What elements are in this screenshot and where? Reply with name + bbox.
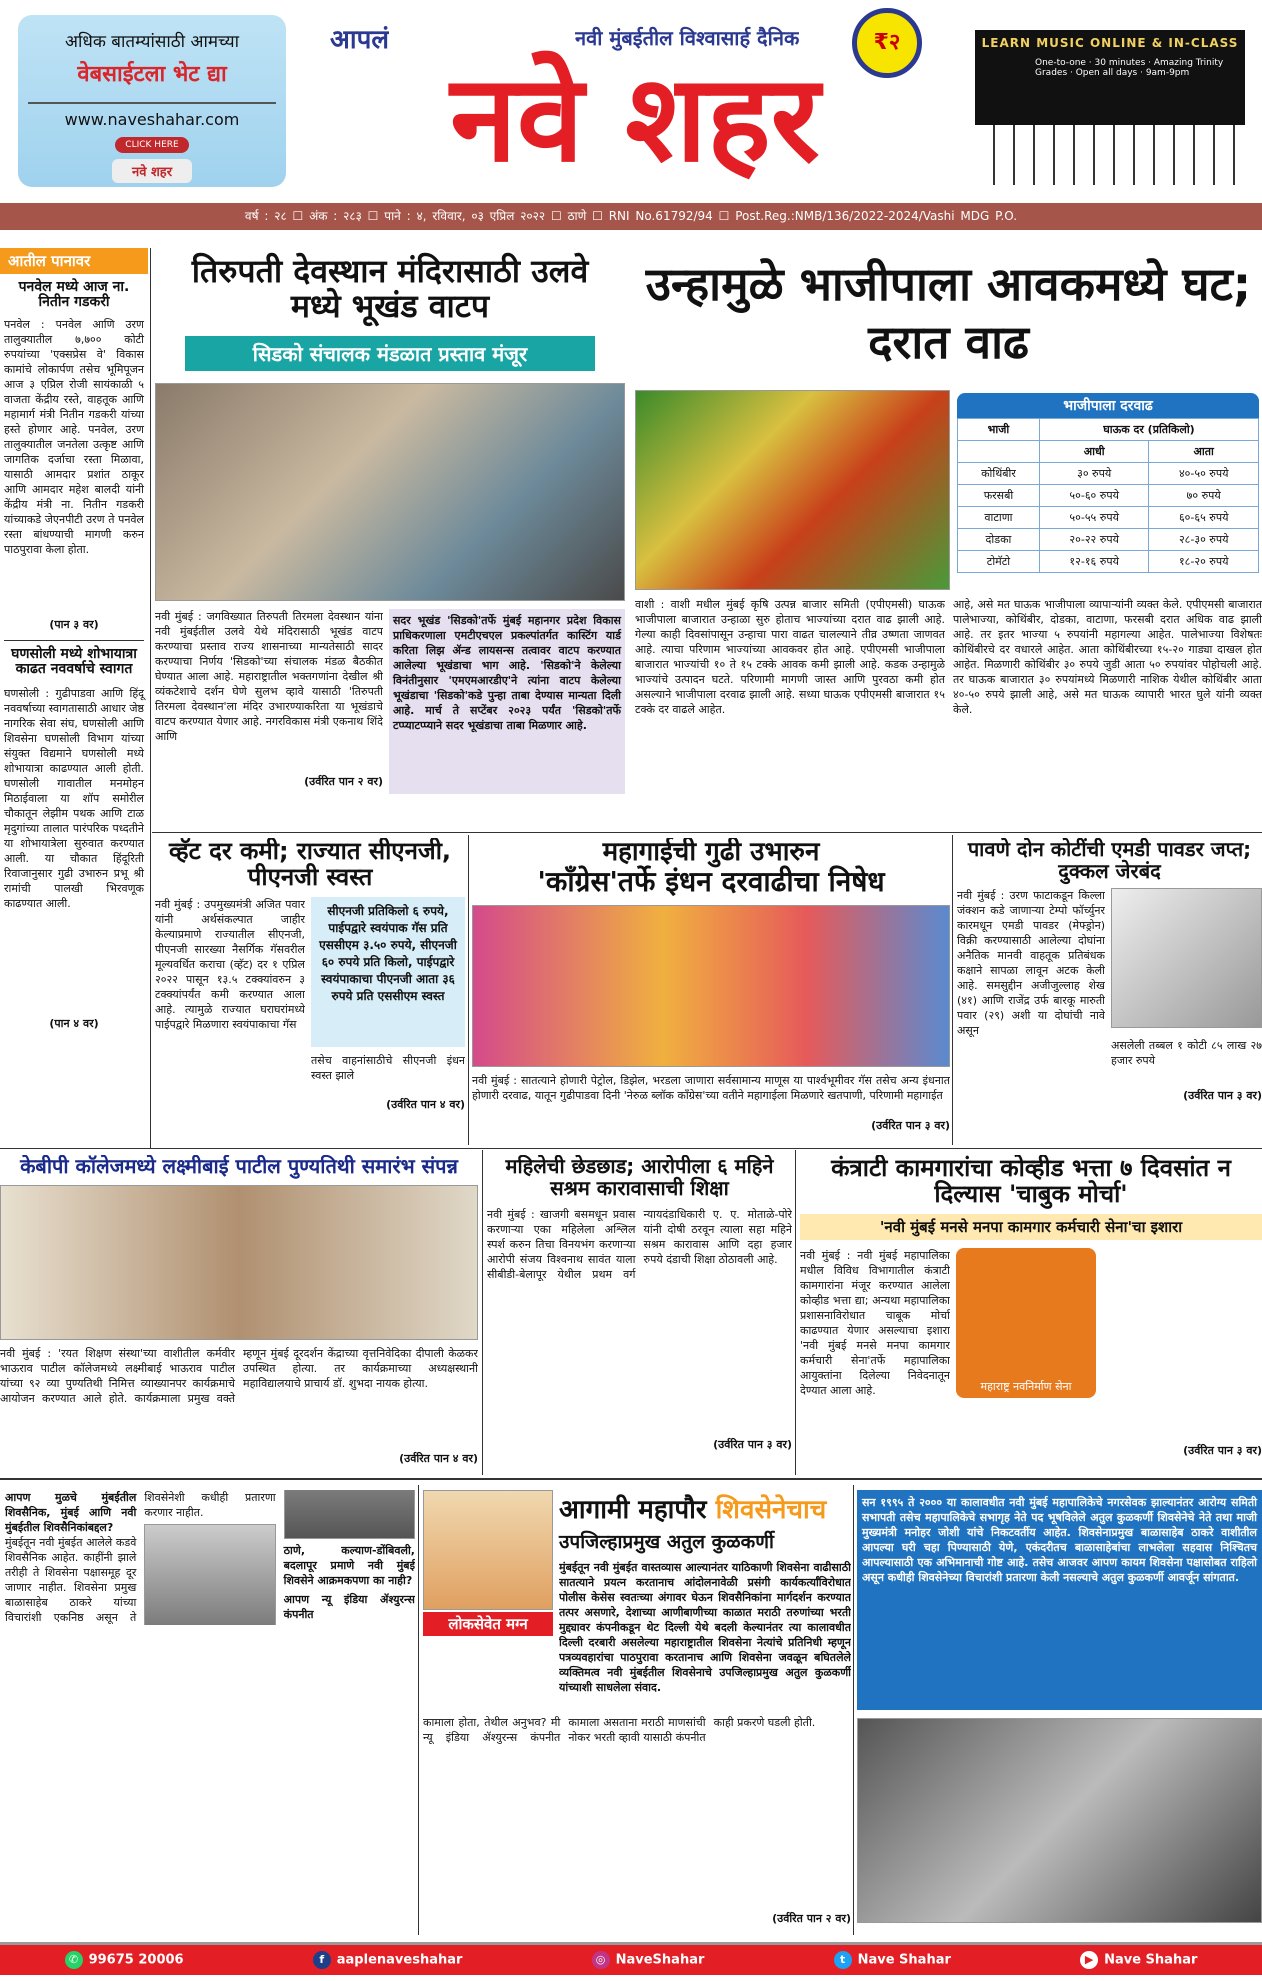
mns-logo (956, 1248, 1096, 1398)
twitter-link[interactable] (834, 1951, 951, 1969)
music-ad[interactable] (975, 30, 1245, 185)
youtube-icon: ▶ (1080, 1951, 1098, 1969)
headline-b[interactable]: शिवसेनेचाच (715, 1495, 827, 1525)
post-reg: Post.Reg.:NMB/136/2022-2024/Vashi MDG P.O. (735, 209, 1018, 223)
continued-link[interactable]: (उर्वरित पान ४ वर) (399, 1452, 478, 1465)
masthead-tagline: नवी मुंबईतील विश्वासार्ह दैनिक (575, 26, 800, 50)
blue-box-text: सन १९९५ ते २००० या कालावधीत नवी मुंबई महापालिकेचे नगरसेवक झाल्यानंतर आरोग्य समिती सभापती तसेच महापालिकेचे सभागृह नेते पद भूषविलेले अतुल कुळकर्णी शिवसेनेचे नेते तथा माजी मुख्यमंत्री मनोहर जोशी यांचे निकटवर्तीय आहेत. शिवसेनाप्रमुख बाळासाहेब ठाकरे वाशीतील आपल्या घरी चहा पिण्यासाठी येणे, एकंदरीतच बाळासाहेबांचा लाभलेला सहवास निश्चितच आपल्यासाठी एक अभिमानाची गोष्ट आहे. तसेच आजवर आपण कायम शिवसेना पक्षासोबत राहिलो असून कधीही शिवसेनेच्या विचारांशी प्रतारणा केली नसल्याचे अतुल कुळकर्णी आवर्जून सांगतात. (857, 1490, 1262, 1710)
section-inside-pages: आतील पानावर (0, 248, 148, 274)
issue: अंक : २८३ (309, 209, 362, 223)
whatsapp-icon: ✆ (65, 1951, 83, 1969)
col-veg: भाजी (958, 419, 1040, 441)
headline[interactable]: महिलेची छेडछाड; आरोपीला ६ महिने सश्रम कारावासाची शिक्षा (505, 1155, 774, 1200)
cell-before: २०-२२ रुपये (1039, 529, 1149, 551)
instagram-icon: ◎ (592, 1951, 610, 1969)
continued-link[interactable]: (उर्वरित पान ३ वर) (1183, 1089, 1262, 1102)
story-title[interactable]: पनवेल मध्ये आज ना. नितीन गडकरी (18, 279, 130, 311)
question-3: आपण न्यू इंडिया ॲश्युरन्स कंपनीत (283, 1593, 415, 1621)
click-here-button[interactable]: CLICK HERE (115, 137, 188, 153)
masthead-title: नवे शहर (450, 50, 820, 189)
subheadline: 'नवी मुंबई मनसे मनपा कामगार कर्मचारी सेना'चा इशारा (800, 1214, 1262, 1240)
whatsapp-link[interactable] (65, 1951, 184, 1969)
story-body: नवी मुंबई : खाजगी बसमधून प्रवास करणाऱ्या एका महिलेला अश्लिल स्पर्श करुन तिचा विनयभंग करणाऱ्या आरोपी संजय विश्वनाथ सावंत याला सीबीडी-बेलापूर येथील प्रथम वर्ग न्यायदंडाधिकारी ए. ए. मोताळे-पोरे यांनी दोषी ठरवून त्याला सहा महिने सश्रम कारावास आणि दहा हजार रुपये दंडाची शिक्षा ठोठावली आहे. (487, 1208, 792, 1281)
ad-line2: वेबसाईटला भेट द्या (77, 62, 227, 87)
price-table (957, 418, 1259, 573)
pages-date: पाने : ४, रविवार, ०३ एप्रिल २०२२ (384, 209, 546, 223)
masthead-aaple: आपलं (330, 25, 389, 55)
left-column (0, 248, 148, 1140)
music-ad-details: One-to-one · 30 minutes · Amazing Trinity Grades · Open all days · 9am-9pm (1035, 58, 1224, 78)
answer-1: मुंबईतून नवी मुंबईत आलेले कडवे शिवसैनिक आहेत. काहींनी झाले तरीही ते शिवसेना पक्षासमूह दूर जाणार नाहीत. शिवसेना प्रमुख बाळासाहेब ठाकरे यांच्या विचारांशी एकनिष्ठ असून ते शिवसेनेशी कधीही प्रतारणा करणार नाहीत. (5, 1491, 276, 1624)
story-body: आहे, असे मत घाऊक भाजीपाला व्यापाऱ्यांनी व्यक्त केले. एपीएमसी बाजारात पालेभाज्या, कोथिंबीर, दोडका, वाटाणा, फरसबी दरात अधिक वाढ झाली आहे. तर इतर भाज्या ५ रुपयांनी महागल्या आहेत. पालेभाज्या विशेषतः कोथिंबीरचे दर वधारले आहेत. आता कोथिंबीरच्या १५-२० गाड्या दाखल होत आहेत. मिळणारी कोथिंबीर ३० रुपये जुडी आता ५० रुपयांवर पोहोचली आहे. तर घाऊक बाजारात ३० रुपयांमध्ये मिळणारी नाशिक येथील कोथिंबीर आता ४०-५० रुपये झाली आहे, असे मत घाऊक व्यापारी भारत घुले यांनी व्यक्त केले. (953, 598, 1262, 716)
piano-keys-image (975, 125, 1245, 185)
headline[interactable]: कंत्राटी कामगारांचा कोव्हीड भत्ता ७ दिवसांत न दिल्यास 'चाबुक मोर्चा' (831, 1155, 1231, 1209)
story-blue-box (857, 1490, 1262, 1930)
arrest-illustration (1111, 888, 1262, 1028)
whatsapp-number: 99675 20006 (88, 1952, 184, 1968)
continued-link[interactable]: (उर्वरित पान ४ वर) (386, 1097, 465, 1111)
cell-before: ५०-६० रुपये (1039, 485, 1149, 507)
headline[interactable]: व्हॅट दर कमी; राज्यात सीएनजी, पीएनजी स्वस्त (168, 838, 452, 892)
cell-before: १२-१६ रुपये (1039, 551, 1149, 573)
story-body-tail: असलेली तब्बल १ कोटी ८५ लाख २७ हजार रुपये (1111, 1039, 1262, 1067)
story-mayor (423, 1490, 851, 1930)
story-congress (472, 838, 950, 1143)
story-vegetables (635, 255, 1262, 830)
twitter-icon: t (834, 1951, 852, 1969)
table-row (958, 551, 1259, 573)
subheadline: उपजिल्हाप्रमुख अतुल कुळकर्णी (559, 1531, 774, 1553)
ad-brand: नवे शहर (112, 159, 192, 183)
highlight-box: सीएनजी प्रतिकिलो ६ रुपये, पाईपद्वारे स्वयंपाक गॅस प्रति एससीएम ३.५० रुपये, सीएनजी ६० रुपये प्रति किलो, पाईपद्वारे स्वयंपाकाचा पीएनजी आता ३६ रुपये प्रति एससीएम स्वस्त (311, 897, 465, 1047)
story-body: नवी मुंबई : सातत्याने होणारी पेट्रोल, डिझेल, भरडला जाणारा सर्वसामान्य माणूस या पार्श्वभूमीवर गॅस तसेच अन्य इंधनात होणारी दरवाढ, यातून गुढीपाडवा दिनी 'नेरुळ ब्लॉक कॉंग्रेस'च्या वतीने महागाईला मिळणारे खतपाणी, परिणामी महागाईत (472, 1074, 950, 1103)
story-body-2 (1102, 1248, 1262, 1443)
story-tirupati (155, 250, 625, 830)
instagram-link[interactable] (592, 1951, 705, 1969)
story-interview-left (5, 1490, 415, 1930)
story-vat (155, 838, 465, 1143)
cell-veg: कोथिंबीर (958, 463, 1040, 485)
continued-link[interactable]: (उर्वरित पान ३ वर) (1183, 1443, 1262, 1457)
cell-veg: टोमॅटो (958, 551, 1040, 573)
website-ad[interactable] (18, 15, 286, 187)
subheadline: सिडको संचालक मंडळात प्रस्ताव मंजूर (185, 336, 595, 371)
cell-now: ६०-६५ रुपये (1149, 507, 1259, 529)
story-body-tail: तसेच वाहनांसाठीचे सीएनजी इंधन स्वस्त झाले (311, 1053, 465, 1082)
price-badge: ₹२ (852, 8, 922, 78)
headline[interactable]: उन्हामुळे भाजीपाला आवकमध्ये घट; दरात वाढ (645, 257, 1252, 369)
continued-link[interactable]: (पान ३ वर) (49, 617, 99, 631)
headline-line2[interactable]: 'काँग्रेस'तर्फे इंधन दरवाढीचा निषेध (537, 864, 885, 898)
headline[interactable]: पावणे दोन कोटींची एमडी पावडर जप्त; दुक्कल जेरबंद (967, 838, 1252, 883)
footer-social-bar (0, 1942, 1262, 1975)
continued-link[interactable]: (उर्वरित पान २ वर) (772, 1912, 851, 1925)
table-title: भाजीपाला दरवाढ (957, 393, 1259, 418)
college-event-photo (0, 1185, 478, 1340)
story-body: नवी मुंबई : उरण फाटाकडून किल्ला जंक्शन कडे जाणाऱ्या टेम्पो फॉर्च्युनर कारमधून एमडी पावडर (मेफ्ड्रोन) विक्री करण्यासाठी आलेल्या दोघांना अनैतिक मानवी वाहतूक प्रतिबंधक कक्षाने सापळा लावून अटक केली आहे. समसुद्दीन अजीजुल्लाह शेख (४१) आणि राजेंद्र उर्फ बारकू मारुती पवार (२९) अशी या दोघांची नावे असून (957, 889, 1105, 1037)
headline[interactable]: तिरुपती देवस्थान मंदिरासाठी उलवे मध्ये भूखंड वाटप (191, 252, 589, 326)
table-row (958, 529, 1259, 551)
story-title[interactable]: घणसोली मध्ये शोभायात्रा काढत नववर्षाचे स्वागत (4, 640, 144, 678)
facebook-link[interactable] (313, 1951, 463, 1969)
vegetable-price-table (957, 393, 1259, 573)
cell-now: ७० रुपये (1149, 485, 1259, 507)
cell-now: ४०-५० रुपये (1149, 463, 1259, 485)
story-body: नवी मुंबई : नवी मुंबई महापालिका मधील विविध विभागातील कंत्राटी कामगारांना मंजूर करण्यात आलेला कोव्हीड भत्ता द्या; अन्यथा महापालिका प्रशासनाविरोधात चाबूक मोर्चा काढण्यात येणार असल्याचा इशारा 'नवी मुंबई मनसे मनपा कामगार कर्मचारी सेना'तर्फे महापालिका आयुक्तांना दिलेल्या निवेदनातून देण्यात आला आहे. (800, 1248, 950, 1397)
meeting-photo (155, 383, 625, 601)
story-body: नवी मुंबई : 'रयत शिक्षण संस्था'च्या वाशीतील कर्मवीर भाऊराव पाटील कॉलेजमध्ये लक्ष्मीबाई भाऊराव पाटील यांच्या ९२ व्या पुण्यतिथी निमित्त व्याख्यानपर कार्यक्रमाचे आयोजन करण्यात आले होते. कार्यक्रमाला प्रमुख वक्ते म्हणून मुंबई दूरदर्शन केंद्राच्या वृत्तनिवेदिका दीपाली केळकर उपस्थित होत्या. तर कार्यक्रमाच्या अध्यक्षस्थानी महाविद्यालयाचे प्राचार्य डॉ. शुभदा नायक होत्या. (0, 1347, 478, 1405)
year: वर्ष : २८ (244, 209, 287, 223)
youtube-handle: Nave Shahar (1104, 1952, 1198, 1968)
story-md-seizure (957, 838, 1262, 1143)
cell-veg: फरसबी (958, 485, 1040, 507)
cell-now: १८-२० रुपये (1149, 551, 1259, 573)
vegetables-photo (635, 390, 950, 590)
headline-a[interactable]: आगामी महापौर (559, 1495, 707, 1525)
story-body: पनवेल : पनवेल आणि उरण तालुक्यातील ७,७०० कोटी रुपयांच्या 'एक्सप्रेस वे' विकास कामांचे लोकार्पण तसेच भूमिपूजन आज ३ एप्रिल रोजी सायंकाळी ५ वाजता केंद्रीय रस्ते, वाहतूक आणि महामार्ग मंत्री नितीन गडकरी यांच्या हस्ते होणार आहे. पनवेल, उरण तालुक्यातील जनतेला उत्कृष्ट आणि जागतिक दर्जाचा रस्ता मिळावा, यासाठी आमदार प्रशांत ठाकूर आणि आमदार महेश बालदी यांनी केंद्रीय मंत्री ना. नितीन गडकरी यांच्याकडे जेएनपीटी उरण ते पनवेल रस्ता बांधण्याची मागणी करुन पाठपुरावा केला होता. (4, 317, 144, 556)
facebook-icon: f (313, 1951, 331, 1969)
ad-line1: अधिक बातम्यांसाठी आमच्या (64, 32, 239, 52)
continued-link[interactable]: (पान ४ वर) (49, 1016, 99, 1030)
question-1: आपण मुळचे मुंबईतील शिवसैनिक, मुंबई आणि नवी मुंबईतील शिवसैनिकांबद्दल? (5, 1491, 137, 1534)
continued-link[interactable]: (उर्वरित पान ३ वर) (871, 1119, 950, 1133)
story-body: वाशी : वाशी मधील मुंबई कृषि उत्पन्न बाजार समिती (एपीएमसी) घाऊक भाजीपाला बाजारात उन्हाळा सुरु होताच भाज्यांच्या दरात वाढ झाली आहे. गेल्या काही दिवसांपासून उन्हाचा पारा वाढत चालल्याने तीव्र उष्णता जाणवत आहे. त्याचा परिणाम भाज्यांच्या आवकवर होत आहे. एपीएमसी भाजीपाला बाजारात भाज्यांची १० ते १५ टक्के आवक कमी झाली आहे. कडक उन्हामुळे भाज्यांचे उत्पादन घटते. परिणामी मागणी जास्त आणि पुरवठा कमी होत असल्याने भाजीपाला दरवाढ झाली आहे. सध्या घाऊक एपीएमसी बाजारात १५ टक्के दर वाढले आहेत. (635, 598, 945, 716)
table-row (958, 485, 1259, 507)
continued-link[interactable]: (उर्वरित पान २ वर) (304, 775, 383, 789)
col-rate: घाऊक दर (प्रतिकिलो) (1039, 419, 1258, 441)
cell-before: ३० रुपये (1039, 463, 1149, 485)
ad-url: www.naveshahar.com (28, 102, 276, 129)
twitter-handle: Nave Shahar (857, 1952, 951, 1968)
instagram-handle: NaveShahar (615, 1952, 705, 1968)
rni: RNI No.61792/94 (608, 209, 713, 223)
cell-veg: वाटाणा (958, 507, 1040, 529)
col-now: आता (1149, 441, 1259, 463)
continued-link[interactable]: (उर्वरित पान ३ वर) (713, 1438, 792, 1451)
facebook-handle: aaplenaveshahar (336, 1952, 463, 1968)
story-body: नवी मुंबई : उपमुख्यमंत्री अजित पवार यांनी अर्थसंकल्पात जाहीर केल्याप्रमाणे राज्यातील सीएनजी, पीएनजी सारख्या नैसर्गिक गॅसवरील मूल्यवर्धित कराचा (व्हॅट) दर १ एप्रिल २०२२ पासून १३.५ टक्क्यांवरुन ३ टक्क्यांपर्यंत कमी करण्यात आला आहे. त्यामुळे राज्यात घराघरांमध्ये पाईपद्वारे मिळणारा स्वयंपाकाचा गॅस (155, 897, 305, 1031)
atul-kulkarni-photo (423, 1490, 553, 1610)
table-row (958, 507, 1259, 529)
story-mns (800, 1155, 1262, 1473)
headline[interactable]: केबीपी कॉलेजमध्ये लक्ष्मीबाई पाटील पुण्यतिथी समारंभ संपन्न (20, 1155, 458, 1178)
music-ad-title: LEARN MUSIC ONLINE & IN-CLASS (981, 36, 1239, 50)
cell-before: ५०-५५ रुपये (1039, 507, 1149, 529)
headline-line1[interactable]: महागाईची गुढी उभारुन (602, 838, 820, 867)
story-molestation (487, 1155, 792, 1473)
story-kbp (0, 1155, 478, 1473)
city: ठाणे (567, 209, 587, 223)
story-body: नवी मुंबई : जगविख्यात तिरुपती तिरमला देवस्थान यांना नवी मुंबईतील उलवे येथे मंदिरासाठी भूखंड वाटप करण्याचा प्रस्ताव राज्य शासनाच्या मान्यतेसाठी सादर करण्याचा निर्णय 'सिडको'च्या संचालक मंडळ बैठकीत घेण्यात आला आहे. महाराष्ट्रातील भक्तगणांना देखील श्री व्यंकटेशाचे दर्शन घेणे सुलभ व्हावे यासाठी 'तिरुपती तिरमला देवस्थान'ला मंदिर उभारण्याकरिता या भूखंडाचे वाटप करण्यात येणार आहे. नगरविकास मंत्री एकनाथ शिंदे आणि (155, 610, 383, 744)
cell-now: २८-३० रुपये (1149, 529, 1259, 551)
story-body: घणसोली : गुढीपाडवा आणि हिंदू नववर्षाच्या स्वागतासाठी आधार जेष्ठ नागरिक सेवा संघ, घणसोली आणि शिवसेना घणसोली विभाग यांच्या संयुक्त विद्यमाने घणसोली मध्ये शोभायात्रा काढण्यात आली होती. घणसोली गावातील मनमोहन मिठाईवाला या शॉप समोरील चौकातून लेझीम पथक आणि टाळ मृदुगांच्या तालात पारंपरिक पध्दतीने या शोभायात्रेला सुरुवात करण्यात आली. या चौकात हिंदूरिती रिवाजानुसार गुढी उभारुन प्रभू श्री रामांची पालखी भिरवणूक काढण्यात आली. (4, 686, 144, 910)
info-strip: वर्ष : २८ ☐ अंक : २८३ ☐ पाने : ४, रविवार, ०३ एप्रिल २०२२ ☐ ठाणे ☐ RNI No.61792/94 ☐ Post.Reg.:NMB/136/2022-2024/Vashi MDG P.O. (0, 203, 1262, 230)
group-photo (857, 1718, 1262, 1923)
col-before: आधी (1039, 441, 1149, 463)
protest-photo (472, 905, 950, 1067)
table-row (958, 463, 1259, 485)
youtube-link[interactable] (1080, 1951, 1197, 1969)
story-intro: मुंबईतून नवी मुंबईत वास्तव्यास आल्यानंतर याठिकाणी शिवसेना वाढीसाठी सातत्याने प्रयत्न करतानाच आंदोलनावेळी प्रसंगी कार्यकर्त्यांविरोधात पोलीस केसेस स्वतःच्या अंगावर घेऊन शिवसैनिकांना मार्गदर्शन करण्यात तत्पर असणारे, देशाच्या आणीबाणीच्या काळात मराठी तरुणांच्या भरती मुद्द्यावर कंपनीकडून थेट दिल्ली येथे बदली केल्यानंतर त्या कालावधीत दिल्ली दरबारी असलेल्या महाराष्ट्रातील शिवसेना नेत्यांचे प्रतिनिधी म्हणून पत्रव्यवहारांचा पाठपुरावा करतानाच आणि शिवसेना जवळून बघितलेले व्यक्तिमत्व नवी मुंबईतील शिवसेनाचे उपजिल्हाप्रमुख अतुल कुळकर्णी यांच्याशी साधलेला संवाद. (559, 1561, 851, 1694)
highlight-box: सदर भूखंड 'सिडको'तर्फे मुंबई महानगर प्रदेश विकास प्राधिकरणाला एमटीएचएल प्रकल्पांतर्गत कास्टिंग यार्ड करिता लिझ ॲन्ड लायसन्स तत्वावर वाटप करण्यात आलेल्या भूखंडाचा भाग आहे. 'सिडको'ने केलेल्या विनंतीनुसार 'एमएमआरडीए'ने त्यांना वाटप केलेल्या भूखंडाचा 'सिडको'कडे पुन्हा ताबा देण्यास मान्यता दिली आहे. मार्च ते सप्टेंबर २०२३ पर्यंत 'सिडको'तर्फे टप्प्याटप्प्याने सदर भूखंडाचा ताबा मिळणार आहे. (389, 609, 625, 794)
column-tag: लोकसेवेत मग्न (423, 1612, 553, 1636)
story-body: कामाला होता, तेथील अनुभव? मी न्यू इंडिया ॲश्युरन्स कंपनीत कामाला असताना मराठी माणसांची नोकर भरती व्हावी यासाठी कंपनीत काही प्रकरणे घडली होती. (423, 1716, 816, 1744)
logo-text: महाराष्ट्र नवनिर्माण सेना (980, 1379, 1072, 1393)
question-2: ठाणे, कल्याण-डोंबिवली, बदलापूर प्रमाणे नवी मुंबई शिवसेने आक्रमकपणा का नाही? (283, 1544, 415, 1587)
cell-veg: दोडका (958, 529, 1040, 551)
